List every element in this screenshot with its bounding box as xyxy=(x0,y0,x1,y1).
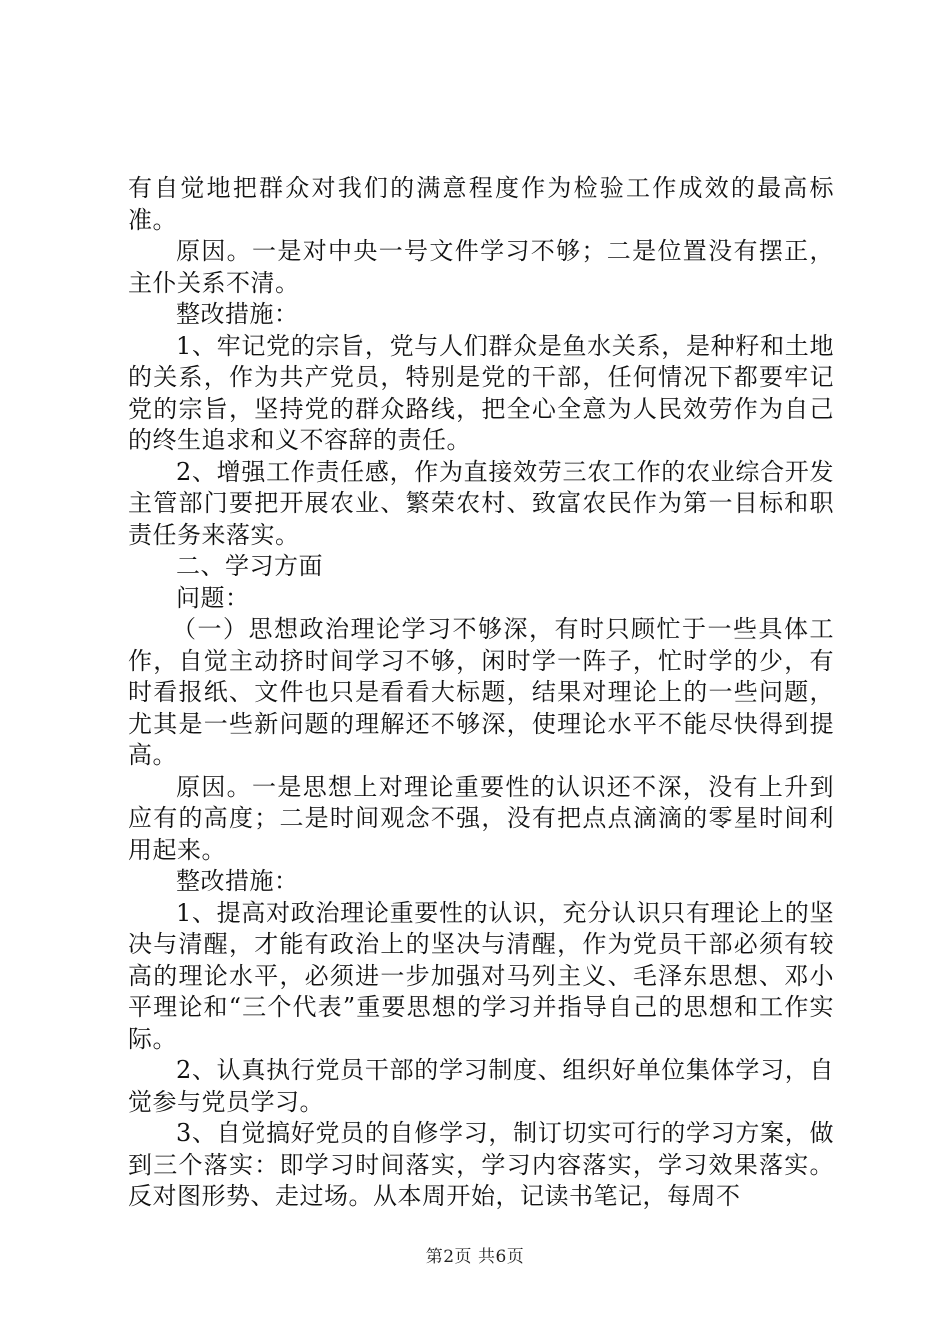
paragraph-measure-2-1: 1、提高对政治理论重要性的认识，充分认识只有理论上的坚决与清醒，才能有政治上的坚决与清醒，作为党员干部必须有较高的理论水平，必须进一步加强对马列主义、毛泽东思想、邓小平理论和“三个代表”重要思想的学习并指导自己的思想和工作实际。 xyxy=(128,898,834,1053)
paragraph-measure-2-2: 2、认真执行党员干部的学习制度、组织好单位集体学习，自觉参与党员学习。 xyxy=(128,1056,834,1116)
paragraph-measure-1-2: 2、增强工作责任感，作为直接效劳三农工作的农业综合开发主管部门要把开展农业、繁荣农村、致富农民作为第一目标和职责任务来落实。 xyxy=(128,457,834,549)
document-body xyxy=(128,173,834,1213)
page-number-footer: 第2页 共6页 xyxy=(425,1247,525,1267)
paragraph-problem-1: （一）思想政治理论学习不够深，有时只顾忙于一些具体工作，自觉主动挤时间学习不够，闲时学一阵子，忙时学的少，有时看报纸、文件也只是看看大标题，结果对理论上的一些问题，尤其是一些新问题的理解还不够深，使理论水平不能尽快得到提高。 xyxy=(128,615,834,769)
paragraph-continuation: 有自觉地把群众对我们的满意程度作为检验工作成效的最高标准。 xyxy=(128,174,834,234)
section-heading-study: 二、学习方面 xyxy=(176,552,323,580)
paragraph-reason-2: 原因。一是思想上对理论重要性的认识还不深，没有上升到应有的高度；二是时间观念不强，没有把点点滴滴的零星时间利用起来。 xyxy=(128,772,834,864)
heading-problem: 问题： xyxy=(176,583,250,612)
paragraph-measure-2-3: 3、自觉搞好党员的自修学习，制订切实可行的学习方案，做到三个落实：即学习时间落实，学习内容落实，学习效果落实。反对图形势、走过场。从本周开始，记读书笔记，每周不 xyxy=(128,1119,834,1210)
paragraph-measure-1-1: 1、牢记党的宗旨，党与人们群众是鱼水关系，是种籽和土地的关系，作为共产党员，特别是党的干部，任何情况下都要牢记党的宗旨，坚持党的群众路线，把全心全意为人民效劳作为自己的终生追求和义不容辞的责任。 xyxy=(128,331,834,454)
paragraph-reason-1: 原因。一是对中央一号文件学习不够；二是位置没有摆正，主仆关系不清。 xyxy=(128,237,834,297)
heading-rectification-2: 整改措施： xyxy=(176,867,299,895)
heading-rectification-1: 整改措施： xyxy=(176,300,299,328)
